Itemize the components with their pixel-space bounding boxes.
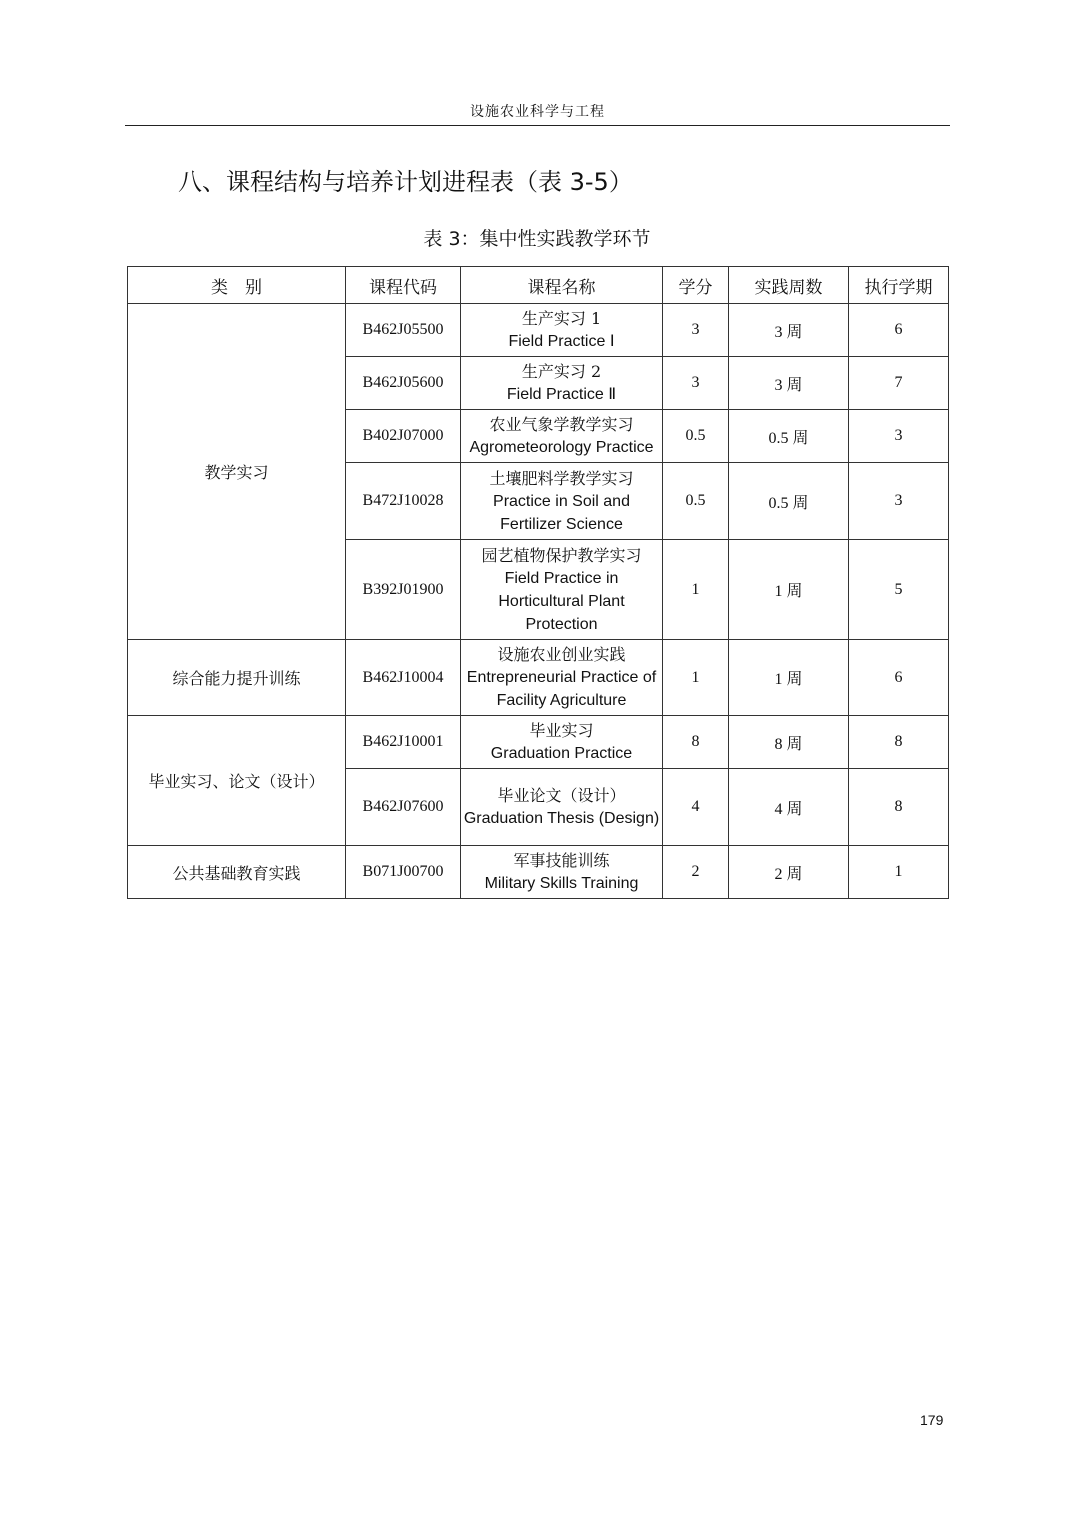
weeks-cell: 1 周: [729, 640, 849, 716]
course-code: B472J10028: [346, 463, 461, 540]
category-cell: 公共基础教育实践: [128, 846, 346, 899]
column-header-name: 课程名称: [461, 267, 663, 304]
table-row: [128, 846, 949, 899]
course-name-en: Field Practice Ⅰ: [508, 333, 615, 350]
column-header-code: 课程代码: [346, 267, 461, 304]
course-name-cn: 园艺植物保护教学实习: [481, 545, 642, 565]
section-title: 八、课程结构与培养计划进程表（表 3-5）: [178, 168, 633, 196]
course-name: [461, 769, 663, 846]
weeks-cell: 4 周: [729, 769, 849, 846]
weeks-cell: 0.5 周: [729, 463, 849, 540]
credit-cell: 4: [663, 769, 729, 846]
column-header-weeks: 实践周数: [729, 267, 849, 304]
course-name: [461, 410, 663, 463]
semester-cell: 1: [849, 846, 949, 899]
weeks-cell: 0.5 周: [729, 410, 849, 463]
credit-cell: 3: [663, 304, 729, 357]
credit-cell: 0.5: [663, 463, 729, 540]
course-name: [461, 716, 663, 769]
column-header-category: 类 别: [128, 267, 346, 304]
course-name-cn: 设施农业创业实践: [497, 645, 626, 664]
course-code: B462J05500: [346, 304, 461, 357]
credit-cell: 3: [663, 357, 729, 410]
weeks-cell: 2 周: [729, 846, 849, 899]
credit-cell: 1: [663, 540, 729, 640]
course-name-cn: 生产实习 2: [521, 362, 602, 381]
category-cell: 毕业实习、论文（设计）: [128, 716, 346, 846]
table-caption: 表 3：集中性实践教学环节: [423, 228, 651, 250]
table-header-row: [128, 267, 949, 304]
course-name: [461, 640, 663, 716]
column-header-credit: 学分: [663, 267, 729, 304]
semester-cell: 3: [849, 410, 949, 463]
course-code: B462J10004: [346, 640, 461, 716]
semester-cell: 5: [849, 540, 949, 640]
weeks-cell: 3 周: [729, 357, 849, 410]
column-header-semester: 执行学期: [849, 267, 949, 304]
course-name-cn: 土壤肥料学教学实习: [489, 468, 634, 488]
table-row: [128, 716, 949, 769]
course-code: B071J00700: [346, 846, 461, 899]
course-name-en: Military Skills Training: [484, 875, 639, 892]
credit-cell: 8: [663, 716, 729, 769]
course-name-en: Graduation Thesis (Design): [463, 810, 660, 827]
course-name: [461, 357, 663, 410]
table-row: [128, 304, 949, 357]
semester-cell: 6: [849, 640, 949, 716]
course-code: B392J01900: [346, 540, 461, 640]
course-name-cn: 毕业论文（设计）: [497, 786, 626, 805]
course-name: [461, 463, 663, 540]
semester-cell: 8: [849, 769, 949, 846]
page-number: 179: [920, 1412, 944, 1428]
course-name-en: Field Practice in Horticultural Plant Protection: [498, 569, 625, 633]
course-code: B402J07000: [346, 410, 461, 463]
course-name-cn: 生产实习 1: [521, 309, 602, 328]
running-header: 设施农业科学与工程: [125, 100, 950, 126]
weeks-cell: 3 周: [729, 304, 849, 357]
course-name-cn: 农业气象学教学实习: [489, 415, 634, 434]
semester-cell: 7: [849, 357, 949, 410]
course-name: [461, 304, 663, 357]
course-code: B462J07600: [346, 769, 461, 846]
credit-cell: 2: [663, 846, 729, 899]
credit-cell: 0.5: [663, 410, 729, 463]
course-code: B462J10001: [346, 716, 461, 769]
course-name-en: Agrometeorology Practice: [469, 439, 654, 456]
weeks-cell: 8 周: [729, 716, 849, 769]
table-row: [128, 640, 949, 716]
course-code: B462J05600: [346, 357, 461, 410]
course-name-en: Practice in Soil and Fertilizer Science: [493, 492, 630, 533]
course-name-en: Field Practice Ⅱ: [506, 386, 617, 403]
semester-cell: 6: [849, 304, 949, 357]
course-name-cn: 军事技能训练: [513, 851, 610, 870]
credit-cell: 1: [663, 640, 729, 716]
course-name: [461, 540, 663, 640]
course-name: [461, 846, 663, 899]
category-cell: 综合能力提升训练: [128, 640, 346, 716]
course-name-en: Entrepreneurial Practice of Facility Agriculture: [466, 669, 657, 709]
course-name-en: Graduation Practice: [490, 745, 633, 762]
semester-cell: 3: [849, 463, 949, 540]
practice-table: [127, 266, 949, 899]
course-name-cn: 毕业实习: [529, 721, 594, 740]
category-cell: 教学实习: [128, 304, 346, 640]
weeks-cell: 1 周: [729, 540, 849, 640]
semester-cell: 8: [849, 716, 949, 769]
